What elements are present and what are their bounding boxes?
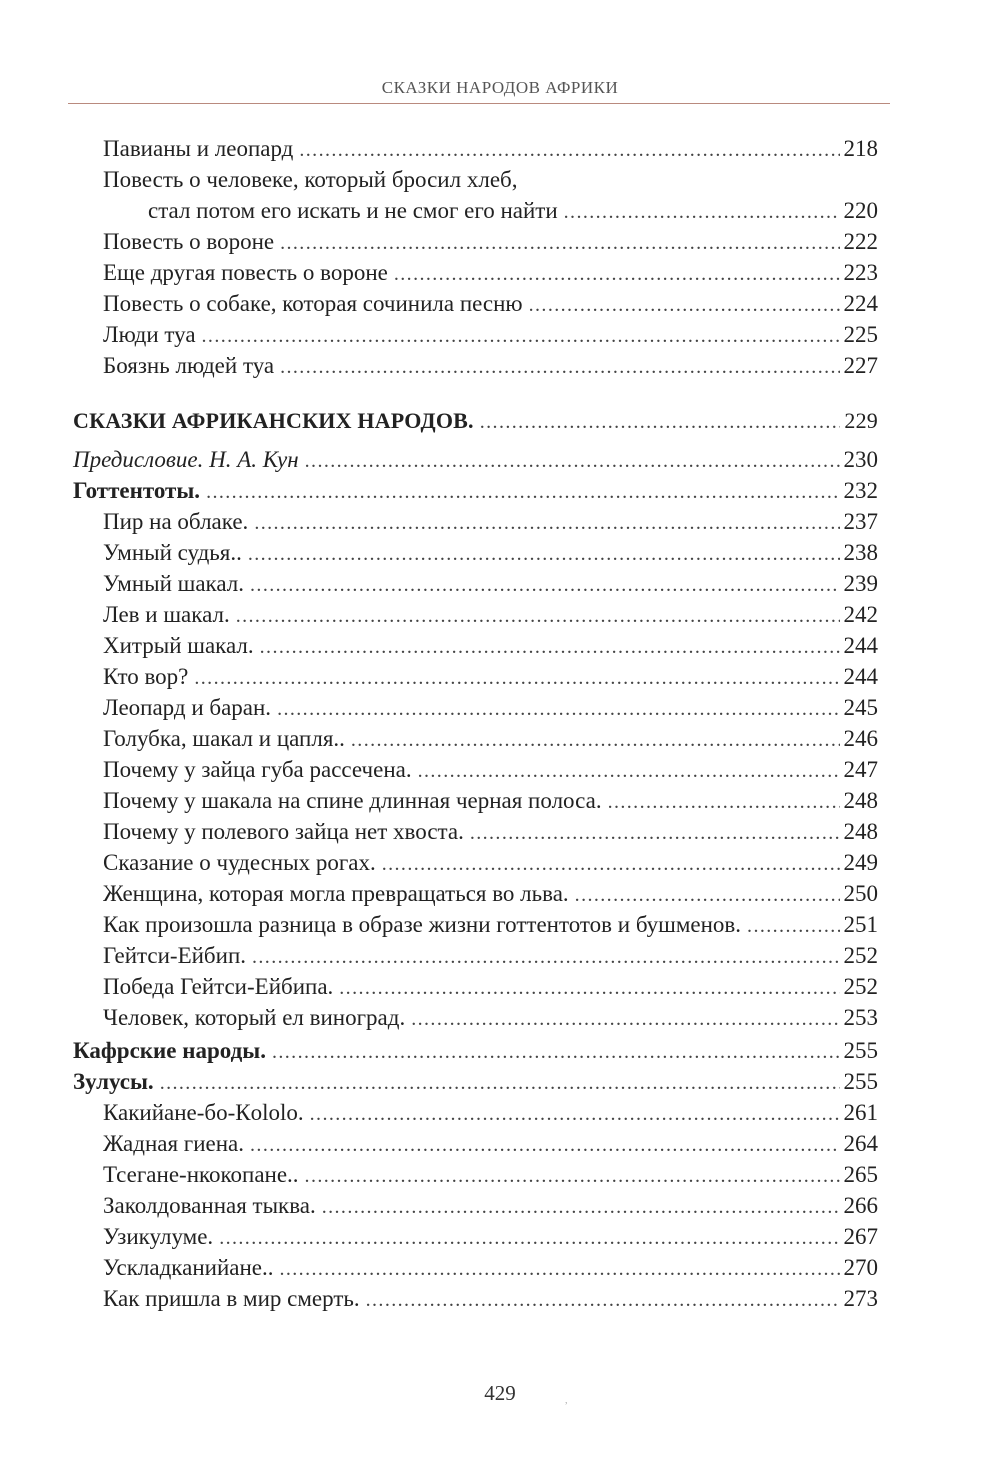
toc-section-title: СКАЗКИ АФРИКАНСКИХ НАРОДОВ.: [73, 408, 474, 433]
toc-entry-page: 244: [843, 633, 878, 658]
toc-entry[interactable]: [73, 661, 878, 692]
toc-entry[interactable]: [73, 1190, 878, 1221]
toc-entry-page: 251: [843, 912, 878, 937]
dot-leader: [219, 1223, 839, 1254]
toc-entry-title: Лев и шакал.: [103, 602, 230, 627]
dot-leader: [418, 756, 840, 787]
toc-section-heading[interactable]: [73, 405, 878, 436]
toc-subsection-page: 255: [843, 1069, 878, 1094]
dot-leader: [236, 601, 840, 632]
dot-leader: [382, 849, 840, 880]
dot-leader: [747, 911, 839, 942]
toc-entry-page: 248: [843, 819, 878, 844]
dot-leader: [250, 570, 839, 601]
dot-leader: [564, 197, 840, 228]
hottentots-entries: [73, 506, 878, 1033]
dot-leader: [194, 663, 839, 694]
dot-leader: [480, 407, 841, 438]
toc-entry-title: Хитрый шакал.: [103, 633, 254, 658]
toc-entry-page: 270: [843, 1255, 878, 1280]
toc-entry-title: стал потом его искать и не смог его найти: [148, 198, 558, 223]
toc-entry[interactable]: [73, 940, 878, 971]
dot-leader: [202, 321, 840, 352]
toc-entry[interactable]: [73, 723, 878, 754]
toc-entry-title: Пир на облаке.: [103, 509, 249, 534]
toc-entry-page: 252: [843, 943, 878, 968]
dot-leader: [575, 880, 840, 911]
toc-entry-page: 246: [843, 726, 878, 751]
toc-subsection-title: Зулусы.: [73, 1069, 154, 1094]
dot-leader: [322, 1192, 840, 1223]
toc-entry[interactable]: [73, 971, 878, 1002]
dot-leader: [280, 352, 839, 383]
toc-entry[interactable]: [73, 1221, 878, 1252]
dot-leader: [411, 1004, 839, 1035]
toc-entry[interactable]: [73, 692, 878, 723]
toc-entry-title: Еще другая повесть о вороне: [103, 260, 388, 285]
toc-entry-page: 227: [843, 353, 878, 378]
dot-leader: [279, 1254, 839, 1285]
toc-entry[interactable]: [73, 1159, 878, 1190]
toc-entry-title: Победа Гейтси-Ейбипа.: [103, 974, 334, 999]
toc-entry-page: 242: [843, 602, 878, 627]
toc-entry-title: Умный шакал.: [103, 571, 245, 596]
toc-entry-page: 253: [843, 1005, 878, 1030]
dot-leader: [529, 290, 840, 321]
toc-entry-title: Тсегане-нкокопане..: [103, 1162, 299, 1187]
toc-entry[interactable]: [73, 1002, 878, 1033]
toc-entry-page: 248: [843, 788, 878, 813]
dot-leader: [260, 632, 840, 663]
toc-entry-page: 247: [843, 757, 878, 782]
toc-entry-title: Какийане-бо-Кololo.: [103, 1100, 304, 1125]
toc-entry-page: 239: [843, 571, 878, 596]
toc-entry[interactable]: [73, 1252, 878, 1283]
toc-entry[interactable]: [73, 506, 878, 537]
toc-entry-title: Женщина, которая могла превращаться во льва.: [103, 881, 569, 906]
toc-entry[interactable]: [73, 599, 878, 630]
toc-entry-page: 238: [843, 540, 878, 565]
toc-entry[interactable]: [73, 1283, 878, 1314]
toc-entry[interactable]: [73, 847, 878, 878]
dot-leader: [366, 1285, 840, 1316]
toc-entry-title: Кто вор?: [103, 664, 189, 689]
toc-preface[interactable]: [73, 444, 878, 475]
dot-leader: [250, 1130, 839, 1161]
running-head: СКАЗКИ НАРОДОВ АФРИКИ: [381, 78, 619, 97]
dot-leader: [351, 725, 840, 756]
dot-leader: [608, 787, 840, 818]
toc-entry[interactable]: [73, 878, 878, 909]
toc-entry-page: 264: [843, 1131, 878, 1156]
dot-leader: [272, 1037, 840, 1068]
toc-subsection-page: 255: [843, 1038, 878, 1063]
toc-entry[interactable]: [73, 630, 878, 661]
toc-entry-page: 252: [843, 974, 878, 999]
toc-subsection-title: Готтентоты.: [73, 478, 201, 503]
dot-leader: [160, 1068, 840, 1099]
toc-preface-title: Предисловие. Н. А. Кун: [73, 447, 299, 472]
toc-entry-title: Повесть о человеке, который бросил хлеб,: [103, 167, 518, 192]
table-of-contents: [73, 133, 878, 1314]
toc-entry[interactable]: [73, 257, 878, 288]
toc-entry-page: 237: [843, 509, 878, 534]
toc-entry[interactable]: [73, 816, 878, 847]
toc-entry-title: Как произошла разница в образе жизни готтентотов и бушменов.: [103, 912, 742, 937]
toc-entry-title: Заколдованная тыква.: [103, 1193, 316, 1218]
toc-entry-title: Гейтси-Ейбип.: [103, 943, 246, 968]
toc-entry-page: 224: [843, 291, 878, 316]
toc-entry-page: 273: [843, 1286, 878, 1311]
dot-leader: [339, 973, 839, 1004]
dot-leader: [277, 694, 839, 725]
toc-entry[interactable]: [73, 537, 878, 568]
toc-entry-page: 220: [843, 198, 878, 223]
toc-entry[interactable]: [73, 1128, 878, 1159]
toc-entry-title: Боязнь людей туа: [103, 353, 275, 378]
toc-entry-page: 250: [843, 881, 878, 906]
toc-entry-title: Жадная гиена.: [103, 1131, 245, 1156]
dot-leader: [305, 446, 840, 477]
page-number: 429: [484, 1381, 516, 1405]
dot-leader: [280, 228, 839, 259]
header-rule: [68, 103, 890, 104]
toc-entry-title: Повесть о собаке, которая сочинила песню: [103, 291, 523, 316]
toc-entry[interactable]: [73, 226, 878, 257]
toc-entry-title: Леопард и баран.: [103, 695, 272, 720]
toc-entry-title: Почему у зайца губа рассечена.: [103, 757, 412, 782]
toc-entry-title: Люди туа: [103, 322, 196, 347]
dot-leader: [252, 942, 840, 973]
toc-entry[interactable]: [73, 1097, 878, 1128]
toc-entry[interactable]: [73, 754, 878, 785]
toc-entry-page: 225: [843, 322, 878, 347]
toc-entry[interactable]: [73, 133, 878, 164]
toc-entry-page: 245: [843, 695, 878, 720]
zulus-entries: [73, 1097, 878, 1314]
toc-entry[interactable]: [73, 350, 878, 381]
toc-entry-line1[interactable]: [73, 164, 878, 195]
dot-leader: [310, 1099, 840, 1130]
toc-entry-page: 261: [843, 1100, 878, 1125]
toc-entry[interactable]: [73, 909, 878, 940]
toc-entry-title: Узикулуме.: [103, 1224, 214, 1249]
dot-leader: [299, 135, 839, 166]
toc-entry-page: 266: [843, 1193, 878, 1218]
toc-entry-title: Почему у полевого зайца нет хвоста.: [103, 819, 464, 844]
dot-leader: [394, 259, 840, 290]
toc-subsection-title: Кафрские народы.: [73, 1038, 266, 1063]
spacer: [73, 381, 878, 405]
toc-entry-title: Как пришла в мир смерть.: [103, 1286, 360, 1311]
toc-entry[interactable]: [73, 319, 878, 350]
toc-entry-title: Ускладканийане..: [103, 1255, 274, 1280]
toc-entry-page: 249: [843, 850, 878, 875]
toc-preface-page: 230: [843, 447, 878, 472]
toc-entry[interactable]: [73, 568, 878, 599]
toc-entry-page: 267: [843, 1224, 878, 1249]
toc-subsection-zulus[interactable]: [73, 1066, 878, 1097]
toc-subsection-hottentots[interactable]: [73, 475, 878, 506]
toc-entry-title: Сказание о чудесных рогах.: [103, 850, 376, 875]
toc-section-page: 229: [844, 408, 878, 433]
toc-entry-title: Человек, который ел виноград.: [103, 1005, 406, 1030]
dot-leader: [305, 1161, 840, 1192]
toc-subsection-kaffir[interactable]: [73, 1035, 878, 1066]
toc-entry-page: 222: [843, 229, 878, 254]
dot-leader: [206, 477, 839, 508]
toc-entry-title: Умный судья..: [103, 540, 242, 565]
toc-entry[interactable]: [73, 288, 878, 319]
dot-leader: [248, 539, 840, 570]
scan-speck: ,: [565, 1395, 568, 1406]
toc-entry-title: Павианы и леопард: [103, 136, 294, 161]
toc-entry-title: Почему у шакала на спине длинная черная полоса.: [103, 788, 602, 813]
toc-entry-title: Повесть о вороне: [103, 229, 275, 254]
toc-entry[interactable]: [73, 785, 878, 816]
toc-entry-page: 223: [843, 260, 878, 285]
toc-subsection-page: 232: [843, 478, 878, 503]
dot-leader: [470, 818, 840, 849]
dot-leader: [254, 508, 839, 539]
toc-entry-page: 244: [843, 664, 878, 689]
toc-entry-page: 265: [843, 1162, 878, 1187]
toc-entry-page: 218: [843, 136, 878, 161]
toc-entry-title: Голубка, шакал и цапля..: [103, 726, 345, 751]
toc-entry-line2[interactable]: [73, 195, 878, 226]
